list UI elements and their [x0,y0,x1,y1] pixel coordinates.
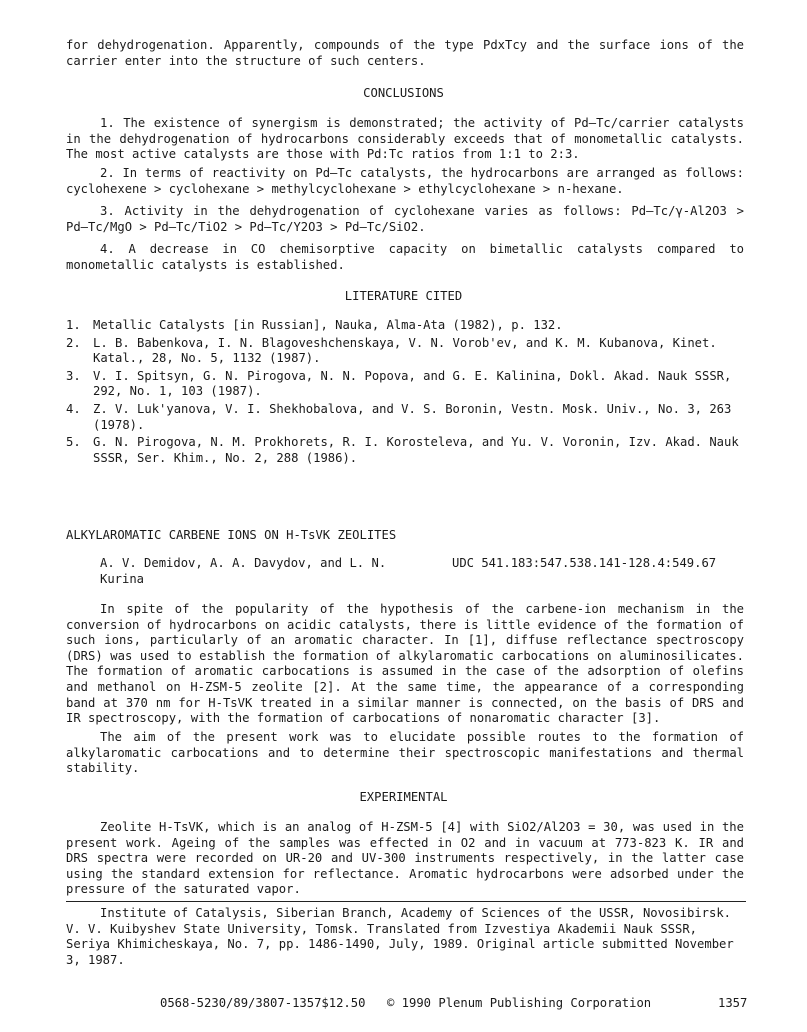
conclusion-item: 2. In terms of reactivity on Pd–Tc catalysts, the hydrocarbons are arranged as follows: cyclohexene > cyclohexane > methylcyclohexane > ethylcyclohexane > n-hexane. [66,166,744,196]
affiliation-footnote: Institute of Catalysis, Siberian Branch, Academy of Sciences of the USSR, Novosibirsk. V. V. Kuibyshev State University, Tomsk. Translated from Izvestiya Akademii Nauk SSSR, Seriya Khimicheskaya, No. 7, pp. 1486-1490, July, 1989. Original article submitted November 3, 1987. [66,906,734,967]
conclusions-heading: CONCLUSIONS [363,86,444,100]
conclusion-item: 4. A decrease in CO chemisorptive capacity on bimetallic catalysts compared to monometallic catalysts is established. [66,242,744,272]
reference-text: Metallic Catalysts [in Russian], Nauka, Alma-Ata (1982), p. 132. [93,318,563,332]
copyright-notice: © 1990 Plenum Publishing Corporation [387,996,652,1010]
reference-number: 2. [66,335,81,350]
page-number: 1357 [718,996,748,1010]
literature-heading: LITERATURE CITED [344,289,463,303]
reference-text: L. B. Babenkova, I. N. Blagoveshchenskaya, V. N. Vorob'ev, and K. M. Kubanova, Kinet. Katal., 28, No. 5, 1132 (1987). [93,335,717,366]
reference-list [66,318,746,468]
reference-number: 5. [66,435,81,450]
conclusion-item: 3. Activity in the dehydrogenation of cyclohexane varies as follows: Pd–Tc/γ-Al2O3 > Pd–Tc/MgO > Pd–Tc/TiO2 > Pd–Tc/Y2O3 > Pd–Tc/SiO2. [66,204,744,234]
carryover-paragraph: for dehydrogenation. Apparently, compounds of the type PdxTcy and the surface ions of the carrier enter into the structure of such centers. [66,38,744,68]
publication-code: 0568-5230/89/3807-1357$12.50 [160,996,366,1010]
reference-number: 3. [66,368,81,383]
intro-paragraph: In spite of the popularity of the hypothesis of the carbene-ion mechanism in the conversion of hydrocarbons on acidic catalysts, there is little evidence of the formation of such ions, particularly of an aromatic character. In [1], diffuse reflectance spectroscopy (DRS) was used to establish the formation of alkylaromatic carbocations on aluminosilicates. The formation of aromatic carbocations is assumed in the case of the adsorption of olefins and methanol on H-ZSM-5 zeolite [2]. At the same time, the appearance of a corresponding band at 370 nm for H-TsVK treated in a similar manner is connected, on the basis of DRS and IR spectroscopy, with the formation of carbocations of nonaromatic character [3]. [66,602,744,726]
conclusion-item: 1. The existence of synergism is demonstrated; the activity of Pd–Tc/carrier catalysts in the dehydrogenation of hydrocarbons considerably exceeds that of monometallic catalysts. The most active catalysts are those with Pd:Tc ratios from 1:1 to 2:3. [66,116,744,162]
reference-text: Z. V. Luk'yanova, V. I. Shekhobalova, and V. S. Boronin, Vestn. Mosk. Univ., No. 3, 263 (1978). [93,401,732,432]
reference-number: 4. [66,401,81,416]
reference-item [66,435,746,466]
reference-number: 1. [66,318,81,332]
reference-item [66,318,746,334]
reference-text: G. N. Pirogova, N. M. Prokhorets, R. I. Korosteleva, and Yu. V. Voronin, Izv. Akad. Nauk SSSR, Ser. Khim., No. 2, 288 (1986). [93,435,739,465]
reference-text: V. I. Spitsyn, G. N. Pirogova, N. N. Popova, and G. E. Kalinina, Dokl. Akad. Nauk SSSR, 292, No. 1, 103 (1987). [93,368,732,399]
experimental-heading: EXPERIMENTAL [359,790,448,804]
experimental-paragraph: Zeolite H-TsVK, which is an analog of H-ZSM-5 [4] with SiO2/Al2O3 = 30, was used in the present work. Ageing of the samples was effected in O2 and in vacuum at 773-823 K. IR and DRS spectra were recorded on UR-20 and UV-300 instruments respectively, in the latter case using the standard extension for reflectance. Aromatic hydrocarbons were adsorbed under the pressure of the saturated vapor. [66,820,744,897]
reference-item [66,369,746,400]
author-list: A. V. Demidov, A. A. Davydov, and L. N. Kurina [100,556,387,586]
article-title: ALKYLAROMATIC CARBENE IONS ON H-TsVK ZEOLITES [66,528,397,542]
intro-paragraph: The aim of the present work was to elucidate possible routes to the formation of alkylaromatic carbocations and to determine their spectroscopic manifestations and thermal stability. [66,730,744,776]
reference-item [66,336,746,367]
reference-item [66,402,746,433]
udc-code: UDC 541.183:547.538.141-128.4:549.67 [452,556,717,570]
footnote-divider [66,901,746,902]
